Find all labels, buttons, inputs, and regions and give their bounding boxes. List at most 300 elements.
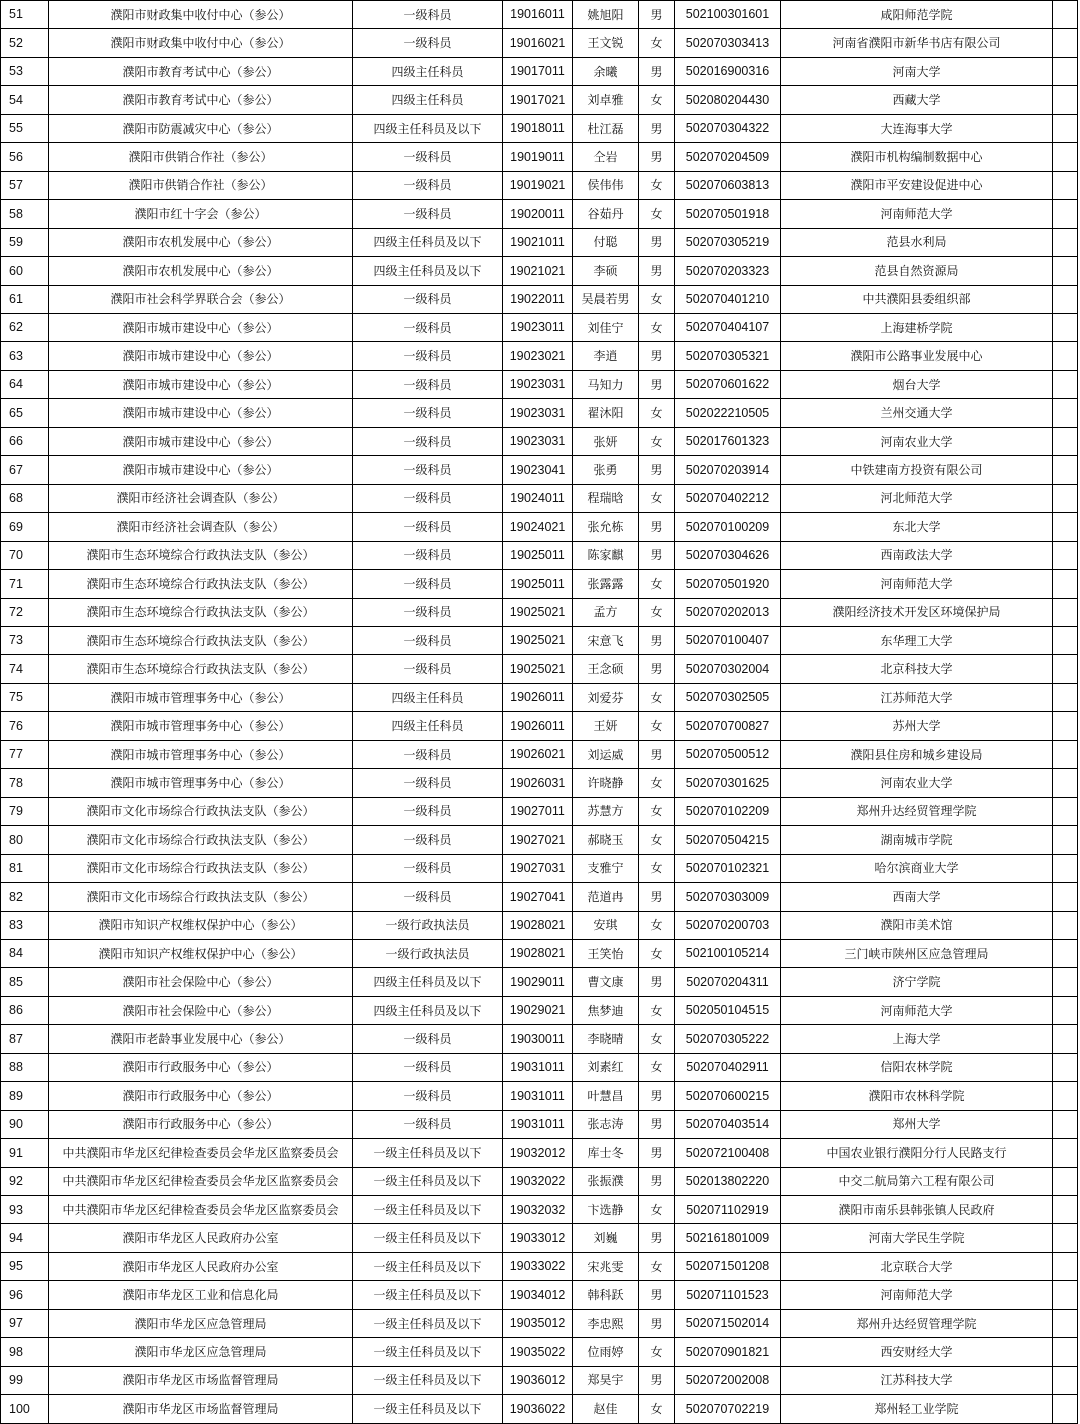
cell-seq-no: 90 — [1, 1110, 49, 1138]
cell-seq-no: 51 — [1, 1, 49, 29]
cell-unit: 濮阳市经济社会调查队（参公） — [49, 484, 353, 512]
cell-position-code: 19032032 — [503, 1196, 573, 1224]
cell-name: 马知力 — [573, 370, 639, 398]
cell-position: 一级主任科员及以下 — [353, 1395, 503, 1423]
cell-gender: 女 — [639, 1252, 675, 1280]
cell-unit: 濮阳市城市建设中心（参公） — [49, 342, 353, 370]
cell-name: 李晓晴 — [573, 1025, 639, 1053]
cell-name: 苏慧方 — [573, 797, 639, 825]
cell-gender: 女 — [639, 1025, 675, 1053]
cell-gender: 女 — [639, 427, 675, 455]
cell-empty — [1053, 1139, 1078, 1167]
table-row — [1, 826, 1078, 854]
cell-seq-no: 93 — [1, 1196, 49, 1224]
cell-unit: 濮阳市社会保险中心（参公） — [49, 968, 353, 996]
cell-workplace: 兰州交通大学 — [781, 399, 1053, 427]
cell-position: 一级科员 — [353, 200, 503, 228]
cell-empty — [1053, 570, 1078, 598]
cell-position: 一级科员 — [353, 883, 503, 911]
cell-empty — [1053, 200, 1078, 228]
cell-position-code: 19033022 — [503, 1252, 573, 1280]
cell-exam-no: 502072100408 — [675, 1139, 781, 1167]
cell-position: 一级科员 — [353, 313, 503, 341]
cell-workplace: 西安财经大学 — [781, 1338, 1053, 1366]
cell-name: 焦梦迪 — [573, 996, 639, 1024]
cell-gender: 女 — [639, 1395, 675, 1423]
cell-name: 郝晓玉 — [573, 826, 639, 854]
cell-name: 李逍 — [573, 342, 639, 370]
cell-name: 杜江磊 — [573, 114, 639, 142]
cell-seq-no: 74 — [1, 655, 49, 683]
cell-gender: 女 — [639, 570, 675, 598]
cell-name: 刘运威 — [573, 740, 639, 768]
cell-seq-no: 56 — [1, 143, 49, 171]
cell-position-code: 19025021 — [503, 626, 573, 654]
cell-workplace: 濮阳经济技术开发区环境保护局 — [781, 598, 1053, 626]
cell-unit: 濮阳市城市管理事务中心（参公） — [49, 683, 353, 711]
cell-empty — [1053, 1082, 1078, 1110]
cell-seq-no: 84 — [1, 939, 49, 967]
cell-empty — [1053, 996, 1078, 1024]
table-row — [1, 1167, 1078, 1195]
cell-unit: 濮阳市供销合作社（参公） — [49, 143, 353, 171]
cell-exam-no: 502070402212 — [675, 484, 781, 512]
cell-name: 张振濮 — [573, 1167, 639, 1195]
cell-empty — [1053, 285, 1078, 313]
cell-seq-no: 91 — [1, 1139, 49, 1167]
cell-position-code: 19030011 — [503, 1025, 573, 1053]
cell-position: 一级科员 — [353, 769, 503, 797]
cell-empty — [1053, 228, 1078, 256]
cell-seq-no: 89 — [1, 1082, 49, 1110]
cell-exam-no: 502070901821 — [675, 1338, 781, 1366]
cell-seq-no: 94 — [1, 1224, 49, 1252]
cell-empty — [1053, 1025, 1078, 1053]
cell-empty — [1053, 1053, 1078, 1081]
cell-name: 张志涛 — [573, 1110, 639, 1138]
cell-workplace: 河南大学 — [781, 57, 1053, 85]
cell-position: 一级主任科员及以下 — [353, 1224, 503, 1252]
cell-empty — [1053, 513, 1078, 541]
cell-workplace: 三门峡市陕州区应急管理局 — [781, 939, 1053, 967]
cell-name: 王妍 — [573, 712, 639, 740]
cell-gender: 女 — [639, 1053, 675, 1081]
cell-name: 刘卓雅 — [573, 86, 639, 114]
cell-seq-no: 72 — [1, 598, 49, 626]
cell-unit: 濮阳市文化市场综合行政执法支队（参公） — [49, 883, 353, 911]
cell-name: 李忠熙 — [573, 1309, 639, 1337]
cell-gender: 女 — [639, 29, 675, 57]
table-row — [1, 456, 1078, 484]
cell-unit: 濮阳市财政集中收付中心（参公） — [49, 1, 353, 29]
table-row — [1, 313, 1078, 341]
cell-empty — [1053, 313, 1078, 341]
cell-gender: 男 — [639, 626, 675, 654]
cell-position-code: 19024021 — [503, 513, 573, 541]
cell-gender: 女 — [639, 484, 675, 512]
cell-unit: 濮阳市老龄事业发展中心（参公） — [49, 1025, 353, 1053]
cell-position: 一级主任科员及以下 — [353, 1196, 503, 1224]
cell-workplace: 濮阳市美术馆 — [781, 911, 1053, 939]
cell-unit: 濮阳市生态环境综合行政执法支队（参公） — [49, 570, 353, 598]
cell-workplace: 河南师范大学 — [781, 570, 1053, 598]
cell-position-code: 19023011 — [503, 313, 573, 341]
cell-gender: 男 — [639, 541, 675, 569]
cell-position: 一级科员 — [353, 29, 503, 57]
cell-seq-no: 86 — [1, 996, 49, 1024]
cell-workplace: 北京科技大学 — [781, 655, 1053, 683]
cell-exam-no: 502071502014 — [675, 1309, 781, 1337]
cell-gender: 男 — [639, 257, 675, 285]
cell-empty — [1053, 1366, 1078, 1394]
cell-unit: 濮阳市城市管理事务中心（参公） — [49, 769, 353, 797]
cell-unit: 濮阳市防震减灾中心（参公） — [49, 114, 353, 142]
cell-name: 宋兆雯 — [573, 1252, 639, 1280]
cell-empty — [1053, 939, 1078, 967]
cell-unit: 濮阳市城市建设中心（参公） — [49, 399, 353, 427]
cell-empty — [1053, 1196, 1078, 1224]
cell-empty — [1053, 712, 1078, 740]
cell-gender: 女 — [639, 854, 675, 882]
cell-position: 四级主任科员及以下 — [353, 228, 503, 256]
cell-unit: 中共濮阳市华龙区纪律检查委员会华龙区监察委员会 — [49, 1196, 353, 1224]
cell-workplace: 西南政法大学 — [781, 541, 1053, 569]
cell-position: 一级科员 — [353, 854, 503, 882]
cell-workplace: 河南农业大学 — [781, 427, 1053, 455]
cell-empty — [1053, 1167, 1078, 1195]
cell-name: 刘素红 — [573, 1053, 639, 1081]
cell-position: 四级主任科员及以下 — [353, 114, 503, 142]
cell-exam-no: 502070700827 — [675, 712, 781, 740]
cell-gender: 男 — [639, 57, 675, 85]
cell-gender: 男 — [639, 655, 675, 683]
cell-name: 侯伟伟 — [573, 171, 639, 199]
cell-workplace: 范县水利局 — [781, 228, 1053, 256]
cell-position: 一级主任科员及以下 — [353, 1338, 503, 1366]
cell-exam-no: 502070303009 — [675, 883, 781, 911]
cell-gender: 男 — [639, 883, 675, 911]
cell-empty — [1053, 541, 1078, 569]
cell-workplace: 河南师范大学 — [781, 1281, 1053, 1309]
table-row — [1, 484, 1078, 512]
cell-gender: 男 — [639, 1366, 675, 1394]
cell-exam-no: 502013802220 — [675, 1167, 781, 1195]
cell-position: 一级科员 — [353, 1, 503, 29]
cell-empty — [1053, 854, 1078, 882]
cell-unit: 濮阳市文化市场综合行政执法支队（参公） — [49, 854, 353, 882]
cell-empty — [1053, 1110, 1078, 1138]
cell-seq-no: 64 — [1, 370, 49, 398]
table-row — [1, 1053, 1078, 1081]
cell-seq-no: 92 — [1, 1167, 49, 1195]
cell-seq-no: 99 — [1, 1366, 49, 1394]
table-row — [1, 1338, 1078, 1366]
cell-seq-no: 60 — [1, 257, 49, 285]
cell-unit: 濮阳市社会保险中心（参公） — [49, 996, 353, 1024]
cell-exam-no: 502070403514 — [675, 1110, 781, 1138]
cell-seq-no: 62 — [1, 313, 49, 341]
cell-position: 一级科员 — [353, 143, 503, 171]
cell-name: 库士冬 — [573, 1139, 639, 1167]
cell-unit: 中共濮阳市华龙区纪律检查委员会华龙区监察委员会 — [49, 1167, 353, 1195]
table-row — [1, 968, 1078, 996]
cell-gender: 女 — [639, 171, 675, 199]
cell-unit: 濮阳市农机发展中心（参公） — [49, 257, 353, 285]
cell-position: 一级科员 — [353, 541, 503, 569]
cell-seq-no: 59 — [1, 228, 49, 256]
cell-workplace: 济宁学院 — [781, 968, 1053, 996]
cell-empty — [1053, 1, 1078, 29]
cell-workplace: 哈尔滨商业大学 — [781, 854, 1053, 882]
cell-position-code: 19028021 — [503, 939, 573, 967]
cell-empty — [1053, 57, 1078, 85]
cell-empty — [1053, 1338, 1078, 1366]
cell-gender: 女 — [639, 996, 675, 1024]
cell-workplace: 范县自然资源局 — [781, 257, 1053, 285]
cell-name: 郑昊宇 — [573, 1366, 639, 1394]
cell-position: 一级主任科员及以下 — [353, 1252, 503, 1280]
cell-seq-no: 70 — [1, 541, 49, 569]
cell-position: 一级科员 — [353, 570, 503, 598]
table-row — [1, 740, 1078, 768]
table-row — [1, 143, 1078, 171]
cell-seq-no: 68 — [1, 484, 49, 512]
cell-name: 张允栋 — [573, 513, 639, 541]
cell-unit: 濮阳市华龙区应急管理局 — [49, 1309, 353, 1337]
cell-position: 一级行政执法员 — [353, 911, 503, 939]
cell-position: 一级科员 — [353, 484, 503, 512]
cell-name: 曹文康 — [573, 968, 639, 996]
cell-workplace: 东华理工大学 — [781, 626, 1053, 654]
cell-unit: 濮阳市城市建设中心（参公） — [49, 370, 353, 398]
cell-gender: 女 — [639, 285, 675, 313]
cell-workplace: 烟台大学 — [781, 370, 1053, 398]
cell-gender: 男 — [639, 342, 675, 370]
cell-gender: 男 — [639, 114, 675, 142]
cell-workplace: 西南大学 — [781, 883, 1053, 911]
cell-exam-no: 502050104515 — [675, 996, 781, 1024]
cell-position: 一级主任科员及以下 — [353, 1309, 503, 1337]
table-row — [1, 911, 1078, 939]
cell-workplace: 河南大学民生学院 — [781, 1224, 1053, 1252]
cell-position: 一级科员 — [353, 1082, 503, 1110]
cell-position-code: 19029021 — [503, 996, 573, 1024]
cell-unit: 濮阳市华龙区市场监督管理局 — [49, 1395, 353, 1423]
cell-name: 吴晨若男 — [573, 285, 639, 313]
cell-workplace: 郑州大学 — [781, 1110, 1053, 1138]
cell-name: 刘爱芬 — [573, 683, 639, 711]
cell-seq-no: 67 — [1, 456, 49, 484]
cell-exam-no: 502070501918 — [675, 200, 781, 228]
table-row — [1, 86, 1078, 114]
cell-seq-no: 100 — [1, 1395, 49, 1423]
cell-empty — [1053, 456, 1078, 484]
cell-gender: 男 — [639, 513, 675, 541]
cell-gender: 女 — [639, 911, 675, 939]
cell-workplace: 大连海事大学 — [781, 114, 1053, 142]
cell-unit: 濮阳市华龙区工业和信息化局 — [49, 1281, 353, 1309]
cell-position: 四级主任科员及以下 — [353, 968, 503, 996]
cell-position: 四级主任科员及以下 — [353, 257, 503, 285]
table-row — [1, 1252, 1078, 1280]
cell-empty — [1053, 143, 1078, 171]
cell-gender: 女 — [639, 313, 675, 341]
cell-exam-no: 502070102321 — [675, 854, 781, 882]
cell-unit: 濮阳市生态环境综合行政执法支队（参公） — [49, 655, 353, 683]
table-row — [1, 712, 1078, 740]
cell-gender: 男 — [639, 1281, 675, 1309]
cell-unit: 濮阳市生态环境综合行政执法支队（参公） — [49, 598, 353, 626]
cell-seq-no: 65 — [1, 399, 49, 427]
table-row — [1, 1110, 1078, 1138]
cell-position-code: 19022011 — [503, 285, 573, 313]
cell-name: 余曦 — [573, 57, 639, 85]
cell-unit: 中共濮阳市华龙区纪律检查委员会华龙区监察委员会 — [49, 1139, 353, 1167]
cell-exam-no: 502070501920 — [675, 570, 781, 598]
cell-position: 一级科员 — [353, 598, 503, 626]
cell-unit: 濮阳市社会科学界联合会（参公） — [49, 285, 353, 313]
table-row — [1, 683, 1078, 711]
cell-name: 程瑞晗 — [573, 484, 639, 512]
cell-empty — [1053, 883, 1078, 911]
cell-position-code: 19017011 — [503, 57, 573, 85]
cell-position-code: 19031011 — [503, 1053, 573, 1081]
cell-position-code: 19031011 — [503, 1110, 573, 1138]
cell-workplace: 江苏科技大学 — [781, 1366, 1053, 1394]
cell-unit: 濮阳市城市建设中心（参公） — [49, 313, 353, 341]
cell-seq-no: 71 — [1, 570, 49, 598]
cell-name: 翟沐阳 — [573, 399, 639, 427]
cell-unit: 濮阳市城市建设中心（参公） — [49, 456, 353, 484]
cell-seq-no: 83 — [1, 911, 49, 939]
cell-workplace: 河南省濮阳市新华书店有限公司 — [781, 29, 1053, 57]
cell-empty — [1053, 626, 1078, 654]
cell-position-code: 19017021 — [503, 86, 573, 114]
cell-exam-no: 502070303413 — [675, 29, 781, 57]
cell-gender: 男 — [639, 968, 675, 996]
cell-seq-no: 79 — [1, 797, 49, 825]
cell-exam-no: 502072002008 — [675, 1366, 781, 1394]
cell-seq-no: 61 — [1, 285, 49, 313]
table-row — [1, 1139, 1078, 1167]
cell-unit: 濮阳市教育考试中心（参公） — [49, 86, 353, 114]
cell-seq-no: 87 — [1, 1025, 49, 1053]
table-row — [1, 1309, 1078, 1337]
cell-unit: 濮阳市华龙区市场监督管理局 — [49, 1366, 353, 1394]
cell-position-code: 19025021 — [503, 598, 573, 626]
cell-position-code: 19016011 — [503, 1, 573, 29]
cell-exam-no: 502071501208 — [675, 1252, 781, 1280]
cell-position-code: 19023041 — [503, 456, 573, 484]
cell-exam-no: 502071102919 — [675, 1196, 781, 1224]
cell-gender: 女 — [639, 769, 675, 797]
table-row — [1, 114, 1078, 142]
table-row — [1, 370, 1078, 398]
table-row — [1, 797, 1078, 825]
cell-position: 一级科员 — [353, 826, 503, 854]
cell-position-code: 19033012 — [503, 1224, 573, 1252]
cell-seq-no: 69 — [1, 513, 49, 541]
cell-exam-no: 502070200703 — [675, 911, 781, 939]
cell-empty — [1053, 1281, 1078, 1309]
cell-workplace: 濮阳市南乐县韩张镇人民政府 — [781, 1196, 1053, 1224]
cell-position-code: 19024011 — [503, 484, 573, 512]
cell-exam-no: 502070100209 — [675, 513, 781, 541]
cell-name: 安琪 — [573, 911, 639, 939]
table-row — [1, 1224, 1078, 1252]
cell-seq-no: 96 — [1, 1281, 49, 1309]
cell-workplace: 郑州升达经贸管理学院 — [781, 1309, 1053, 1337]
cell-name: 姚旭阳 — [573, 1, 639, 29]
cell-name: 位雨婷 — [573, 1338, 639, 1366]
cell-workplace: 濮阳县住房和城乡建设局 — [781, 740, 1053, 768]
table-row — [1, 769, 1078, 797]
cell-exam-no: 502070302505 — [675, 683, 781, 711]
cell-seq-no: 54 — [1, 86, 49, 114]
cell-exam-no: 502070601622 — [675, 370, 781, 398]
cell-exam-no: 502016900316 — [675, 57, 781, 85]
cell-unit: 濮阳市文化市场综合行政执法支队（参公） — [49, 797, 353, 825]
cell-position: 一级科员 — [353, 740, 503, 768]
cell-seq-no: 52 — [1, 29, 49, 57]
cell-position: 四级主任科员 — [353, 712, 503, 740]
cell-name: 许晓静 — [573, 769, 639, 797]
cell-position-code: 19032022 — [503, 1167, 573, 1195]
cell-position-code: 19028021 — [503, 911, 573, 939]
table-row — [1, 1395, 1078, 1423]
cell-empty — [1053, 257, 1078, 285]
cell-workplace: 中交二航局第六工程有限公司 — [781, 1167, 1053, 1195]
cell-empty — [1053, 655, 1078, 683]
cell-position-code: 19026011 — [503, 683, 573, 711]
cell-name: 王文锐 — [573, 29, 639, 57]
cell-position-code: 19025011 — [503, 570, 573, 598]
cell-gender: 男 — [639, 740, 675, 768]
cell-exam-no: 502017601323 — [675, 427, 781, 455]
cell-unit: 濮阳市农机发展中心（参公） — [49, 228, 353, 256]
table-row — [1, 854, 1078, 882]
cell-workplace: 中铁建南方投资有限公司 — [781, 456, 1053, 484]
cell-name: 范道冉 — [573, 883, 639, 911]
cell-seq-no: 63 — [1, 342, 49, 370]
cell-workplace: 苏州大学 — [781, 712, 1053, 740]
cell-seq-no: 76 — [1, 712, 49, 740]
cell-name: 李硕 — [573, 257, 639, 285]
cell-position-code: 19027031 — [503, 854, 573, 882]
cell-exam-no: 502070600215 — [675, 1082, 781, 1110]
cell-workplace: 郑州升达经贸管理学院 — [781, 797, 1053, 825]
table-row — [1, 1196, 1078, 1224]
cell-unit: 濮阳市经济社会调查队（参公） — [49, 513, 353, 541]
cell-gender: 女 — [639, 1338, 675, 1366]
cell-position: 一级科员 — [353, 1110, 503, 1138]
cell-name: 刘巍 — [573, 1224, 639, 1252]
table-row — [1, 57, 1078, 85]
cell-name: 支雅宁 — [573, 854, 639, 882]
cell-workplace: 信阳农林学院 — [781, 1053, 1053, 1081]
cell-exam-no: 502022210505 — [675, 399, 781, 427]
cell-seq-no: 53 — [1, 57, 49, 85]
cell-gender: 男 — [639, 370, 675, 398]
cell-exam-no: 502070404107 — [675, 313, 781, 341]
cell-position: 一级科员 — [353, 1053, 503, 1081]
cell-seq-no: 77 — [1, 740, 49, 768]
table-row — [1, 285, 1078, 313]
cell-position-code: 19026021 — [503, 740, 573, 768]
cell-seq-no: 85 — [1, 968, 49, 996]
cell-gender: 女 — [639, 200, 675, 228]
cell-workplace: 河南师范大学 — [781, 996, 1053, 1024]
